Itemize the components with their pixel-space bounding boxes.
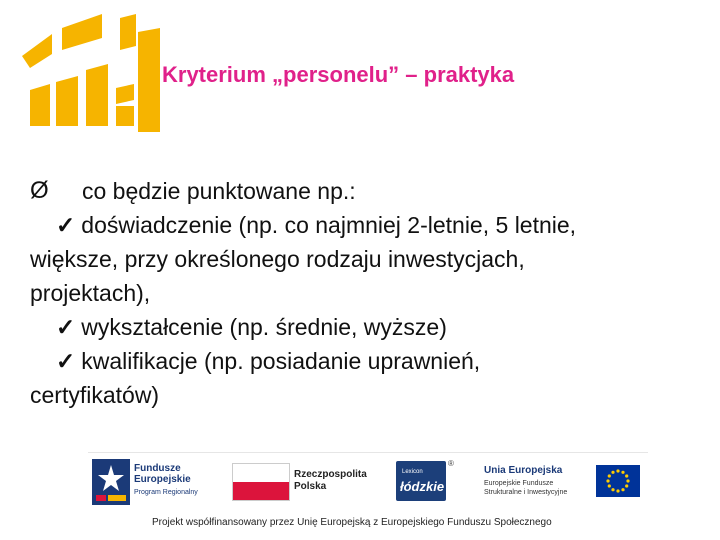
fe-decorative-logo-icon <box>16 14 166 132</box>
eu-logo-title: Unia Europejska <box>484 465 563 476</box>
list-item <box>30 344 710 378</box>
footer-note: Projekt współfinansowany przez Unię Europejską z Europejskiego Funduszu Społecznego <box>152 517 552 528</box>
check-icon: ✓ <box>56 314 76 340</box>
list-item-continuation <box>30 242 710 276</box>
fundusze-europejskie-logo <box>92 459 212 505</box>
funding-logos-strip <box>88 452 648 509</box>
fe-star-icon <box>92 459 130 505</box>
fe-logo-text: Fundusze Europejskie <box>134 463 191 485</box>
pl-logo-text: Rzeczpospolita Polska <box>294 469 367 492</box>
lodzkie-logo <box>396 459 454 501</box>
fe-logo-subtitle: Program Regionalny <box>134 489 198 496</box>
list-item <box>30 310 710 344</box>
list-item-continuation <box>30 276 710 310</box>
lodzkie-main-text: łódzkie <box>400 479 445 494</box>
item-text: kwalifikacje (np. posiadanie uprawnień, <box>81 348 481 374</box>
arrow-bullet-icon: Ø <box>30 177 49 204</box>
eu-flag-icon <box>596 465 640 497</box>
list-item <box>30 208 710 242</box>
lead-text: co będzie punktowane np.: <box>82 178 356 204</box>
lead-line <box>30 174 710 208</box>
item-text: wykształcenie (np. średnie, wyższe) <box>81 314 447 340</box>
polish-flag-icon <box>232 463 290 501</box>
list-item-continuation <box>30 378 710 412</box>
rzeczpospolita-polska-logo <box>232 463 382 503</box>
item-text: certyfikatów) <box>30 382 160 408</box>
item-text: projektach), <box>30 280 151 306</box>
slide-content <box>30 174 710 412</box>
slide-title: Kryterium „personelu” – praktyka <box>162 62 515 87</box>
check-icon: ✓ <box>56 212 76 238</box>
check-icon: ✓ <box>56 348 76 374</box>
unia-europejska-logo <box>484 461 648 505</box>
item-text: większe, przy określonego rodzaju inwestycjach, <box>30 246 525 272</box>
lodzkie-small-text: Lexicon <box>402 469 423 475</box>
item-text: doświadczenie (np. co najmniej 2-letnie, 5 letnie, <box>81 212 577 238</box>
registered-mark: ® <box>448 459 454 468</box>
eu-logo-subtitle: Europejskie Fundusze Strukturalne i Inwestycyjne <box>484 480 568 496</box>
